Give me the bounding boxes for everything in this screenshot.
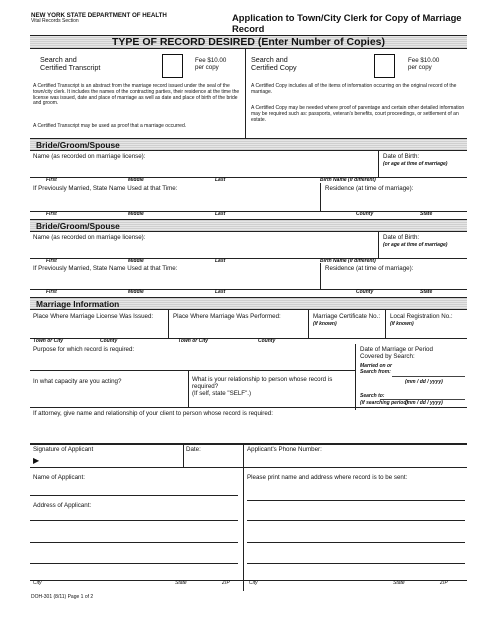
- phone-label: Applicant's Phone Number:: [247, 446, 322, 453]
- spouse1-sub-middle: Middle: [128, 177, 144, 183]
- search-to-label: Search to:: [360, 393, 385, 399]
- signature-arrow-icon: ▶: [33, 456, 40, 465]
- transcript-copies-box[interactable]: [162, 54, 183, 78]
- spouse2-title: Bride/Groom/Spouse: [36, 221, 120, 231]
- spouse1-sub-birthname: Birth Name (if different): [320, 177, 376, 183]
- attorney-label: If attorney, give name and relationship of your client to person whose record is required:: [33, 410, 273, 417]
- sub-county2: County: [258, 338, 276, 344]
- spouse2-sub2-county: County: [356, 289, 374, 295]
- form-id: DOH-301 (8/11) Page 1 of 2: [31, 594, 94, 600]
- spouse2-name-label: Name (as recorded on marriage license):: [33, 234, 146, 241]
- city-left-label: City: [33, 580, 42, 586]
- copy-copies-box[interactable]: [374, 54, 395, 78]
- spouse1-sub2-first: First: [46, 211, 57, 217]
- spouse2-dob-note: (or age at time of marriage): [383, 242, 448, 248]
- copy-label: Search and Certified Copy: [251, 55, 297, 73]
- form-title: Application to Town/City Clerk for Copy of Marriage Record: [232, 12, 462, 34]
- date-format-1: (mm / dd / yyyy): [405, 379, 443, 385]
- license-place-label: Place Where Marriage License Was Issued:: [33, 313, 154, 320]
- agency-name: NEW YORK STATE DEPARTMENT OF HEALTH: [31, 12, 167, 19]
- signature-label: Signature of Applicant: [33, 446, 94, 453]
- capacity-label: In what capacity are you acting?: [33, 378, 122, 385]
- spouse2-sub-birthname: Birth Name (if different): [320, 258, 376, 264]
- spouse2-sub2-state: State: [420, 289, 433, 295]
- zip-left-label: ZIP: [222, 580, 230, 586]
- spouse2-residence-label: Residence (at time of marriage):: [325, 265, 414, 272]
- marriage-title: Marriage Information: [36, 299, 120, 309]
- spouse1-name-label: Name (as recorded on marriage license):: [33, 153, 146, 160]
- transcript-description: A Certified Transcript is an abstract from the marriage record issued under the seal of the town/city clerk. It includes the names of the contracting parties, their residence at the time the license was issued, date and place of marriage as well as date and place of birth of the bride and groom.: [33, 83, 240, 107]
- zip-right-label: ZIP: [440, 580, 448, 586]
- performed-place-label: Place Where Marriage Was Performed:: [173, 313, 281, 320]
- record-type-title: TYPE OF RECORD DESIRED (Enter Number of Copies): [111, 36, 386, 48]
- mail-to-label: Please print name and address where record is to be sent:: [247, 474, 408, 481]
- applicant-address-label: Address of Applicant:: [33, 502, 92, 509]
- spouse2-sub2-last: Last: [215, 289, 226, 295]
- spouse2-prev-name-label: If Previously Married, State Name Used at that Time:: [33, 265, 178, 272]
- spouse1-title: Bride/Groom/Spouse: [36, 140, 120, 150]
- reg-no-note: (if known): [390, 321, 414, 327]
- spouse1-prev-name-label: If Previously Married, State Name Used at that Time:: [33, 185, 178, 192]
- spouse1-sub2-county: County: [356, 211, 374, 217]
- spouse2-sub2-middle: Middle: [128, 289, 144, 295]
- married-on-field[interactable]: [392, 376, 465, 377]
- state-right-label: State: [393, 580, 405, 586]
- spouse2-sub-first: First: [46, 258, 57, 264]
- transcript-use-note: A Certified Transcript may be used as proof that a marriage occurred.: [33, 123, 187, 129]
- spouse1-sub-last: Last: [215, 177, 226, 183]
- spouse1-residence-label: Residence (at time of marriage):: [325, 185, 414, 192]
- transcript-label: Search and Certified Transcript: [40, 55, 101, 73]
- spouse1-sub2-middle: Middle: [128, 211, 144, 217]
- relationship-label: What is your relationship to person whose record is required? (If self, state "SELF".): [192, 376, 333, 398]
- spouse1-dob-label: Date of Birth:: [383, 153, 420, 160]
- spouse1-dob-note: (or age at time of marriage): [383, 161, 448, 167]
- applicant-name-label: Name of Applicant:: [33, 474, 85, 481]
- copy-fee: Fee $10.00 per copy: [408, 57, 440, 72]
- sub-county1: County: [100, 338, 118, 344]
- transcript-fee: Fee $10.00 per copy: [195, 57, 227, 72]
- copy-description: A Certified Copy includes all of the items of information occurring on the original record of the marriage.: [251, 83, 457, 95]
- spouse2-sub-middle: Middle: [128, 258, 144, 264]
- date-label: Date:: [186, 446, 201, 453]
- reg-no-label: Local Registration No.:: [390, 313, 453, 320]
- state-left-label: State: [175, 580, 187, 586]
- sub-town1: Town or City: [33, 338, 64, 344]
- purpose-label: Purpose for which record is required:: [33, 346, 135, 353]
- spouse1-sub2-last: Last: [215, 211, 226, 217]
- spouse1-sub2-state: State: [420, 211, 433, 217]
- city-right-label: City: [249, 580, 258, 586]
- sub-town2: Town or City: [178, 338, 209, 344]
- married-on-label: Married on or Search from:: [360, 363, 392, 375]
- spouse2-sub-last: Last: [215, 258, 226, 264]
- cert-no-note: (if known): [313, 321, 337, 327]
- cert-no-label: Marriage Certificate No.:: [313, 313, 381, 320]
- date-of-marriage-label: Date of Marriage or Period Covered by Search:: [360, 346, 433, 361]
- spouse2-dob-label: Date of Birth:: [383, 234, 420, 241]
- date-format-2: (mm / dd / yyyy): [405, 400, 443, 406]
- spouse2-sub2-first: First: [46, 289, 57, 295]
- section-name: Vital Records Section: [31, 18, 79, 24]
- spouse1-sub-first: First: [46, 177, 57, 183]
- copy-use-note: A Certified Copy may be needed where proof of parentage and certain other detailed information may be required such as: passports, veteran's benefits, court proceedings, or settlement of an estate.: [251, 105, 465, 123]
- search-to-note: (if searching period): [360, 400, 409, 406]
